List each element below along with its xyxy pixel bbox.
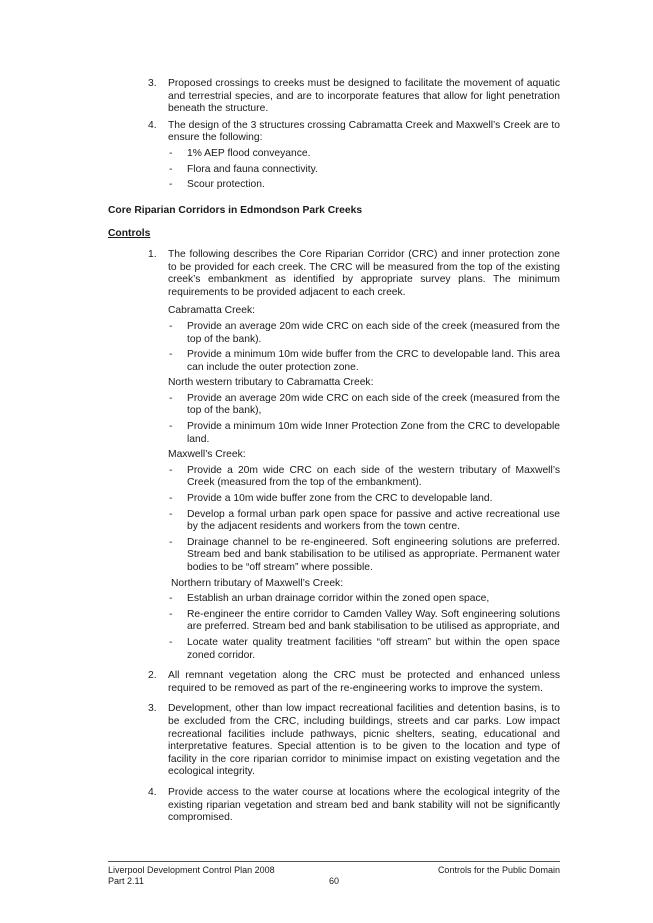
page-footer: [108, 861, 560, 887]
creek-bullet: - Provide a 20m wide CRC on each side of the western tributary of Maxwell’s Creek (measured from the top of the embankment).: [169, 464, 560, 489]
list-number: 3.: [148, 703, 157, 715]
intro-bullet: - Scour protection.: [169, 179, 265, 191]
control-item-4: [108, 787, 560, 825]
bullet-text: Develop a formal urban park open space for passive and active recreational use by the adjacent residents and workers from the town centre.: [187, 508, 560, 533]
bullet-text: Provide an average 20m wide CRC on each side of the creek (measured from the top of the bank),: [187, 392, 560, 417]
list-text: The design of the 3 structures crossing Cabramatta Creek and Maxwell’s Creek are to ensure the following:: [168, 119, 560, 144]
list-number: 4.: [148, 786, 157, 798]
creek-label-northern: Northern tributary of Maxwell’s Creek:: [171, 577, 344, 589]
list-text: All remnant vegetation along the CRC must be protected and enhanced unless required to be removed as part of the re-engineering works to improve the system.: [168, 670, 560, 694]
control-item-3: [108, 703, 560, 779]
section-heading: Core Riparian Corridors in Edmondson Park Creeks: [108, 204, 363, 216]
bullet-text: Provide a 20m wide CRC on each side of the western tributary of Maxwell’s Creek (measured from the top of the embankment).: [187, 464, 560, 489]
footer-section-title: Controls for the Public Domain: [437, 865, 560, 875]
creek-label-north-western: North western tributary to Cabramatta Creek:: [168, 377, 374, 389]
bullet-text: 1% AEP flood conveyance.: [187, 147, 311, 159]
creek-bullet: - Locate water quality treatment facilities “off stream” but within the open space zoned corridor.: [169, 636, 560, 661]
intro-item-4: [108, 120, 560, 145]
controls-heading: Controls: [108, 228, 151, 240]
control-item-1: [108, 249, 560, 299]
list-text: Proposed crossings to creeks must be designed to facilitate the movement of aquatic and terrestrial species, and are to incorporate features that allow for light penetration beneath the structure.: [168, 78, 560, 115]
list-number: 3.: [148, 78, 157, 89]
creek-bullet: - Provide a minimum 10m wide buffer from the CRC to developable land. This area can include the outer protection zone.: [169, 349, 560, 373]
bullet-text: Locate water quality treatment facilities “off stream” but within the open space zoned corridor.: [187, 636, 560, 661]
intro-bullet: - 1% AEP flood conveyance.: [169, 147, 311, 159]
bullet-text: Establish an urban drainage corridor within the zoned open space,: [187, 593, 490, 605]
list-text: Provide access to the water course at locations where the ecological integrity of the existing riparian vegetation and stream bed and bank stability will not be significantly compromised.: [168, 786, 560, 824]
list-number: 1.: [148, 248, 157, 260]
creek-bullet: - Provide an average 20m wide CRC on each side of the creek (measured from the top of the bank),: [169, 392, 560, 417]
intro-bullet: - Flora and fauna connectivity.: [169, 163, 318, 175]
creek-bullet: - Re-engineer the entire corridor to Camden Valley Way. Soft engineering solutions are preferred. Stream bed and bank stabilisation to be utilised as appropriate, and: [169, 608, 560, 633]
page-number: 60: [328, 876, 339, 886]
bullet-text: Drainage channel to be re-engineered. Soft engineering solutions are preferred. Stream bed and bank stabilisation to be utilised as appropriate. Permanent water bodies to be “off stream” where possible.: [187, 536, 560, 573]
control-item-2: [108, 670, 560, 695]
list-text: The following describes the Core Riparian Corridor (CRC) and inner protection zone to be provided for each creek. The CRC will be measured from the top of the existing creek’s embankment as identified by appropriate survey plans. The minimum requirements to be provided adjacent to each creek.: [168, 248, 560, 298]
list-text: Development, other than low impact recreational facilities and detention basins, is to be excluded from the CRC, including buildings, streets and car parks. Low impact recreational facilities include pathways, picnic shelters, seating, educational and interpretative features. Special attention is to be given to the location and type of facility in the core riparian corridor to minimise impact on existing vegetation and the ecological integrity.: [168, 703, 560, 778]
creek-label-cabramatta: Cabramatta Creek:: [168, 305, 255, 317]
creek-bullet: - Provide an average 20m wide CRC on each side of the creek (measured from the top of the bank).: [169, 320, 560, 345]
intro-item-3: [108, 78, 560, 116]
bullet-text: Flora and fauna connectivity.: [187, 163, 318, 175]
list-number: 4.: [148, 119, 157, 131]
footer-document-title: Liverpool Development Control Plan 2008: [108, 865, 275, 875]
bullet-text: Re-engineer the entire corridor to Camden Valley Way. Soft engineering solutions are preferred. Stream bed and bank stabilisation to be utilised as appropriate, and: [187, 608, 560, 633]
creek-bullet: - Drainage channel to be re-engineered. Soft engineering solutions are preferred. Stream bed and bank stabilisation to be utilised as appropriate. Permanent water bodies to be “off stream” where possible.: [169, 536, 560, 573]
bullet-text: Provide a minimum 10m wide Inner Protection Zone from the CRC to developable land.: [187, 421, 560, 445]
page-body: [108, 78, 560, 825]
footer-part: Part 2.11: [108, 876, 144, 886]
list-number: 2.: [148, 670, 157, 682]
bullet-text: Provide an average 20m wide CRC on each side of the creek (measured from the top of the bank).: [187, 320, 560, 345]
bullet-text: Provide a 10m wide buffer zone from the CRC to developable land.: [187, 493, 493, 505]
creek-bullet: - Establish an urban drainage corridor within the zoned open space,: [169, 593, 490, 605]
bullet-text: Scour protection.: [187, 179, 265, 191]
creek-label-maxwells: Maxwell’s Creek:: [168, 449, 246, 461]
creek-bullet: - Develop a formal urban park open space for passive and active recreational use by the adjacent residents and workers from the town centre.: [169, 508, 560, 533]
creek-bullet: - Provide a 10m wide buffer zone from the CRC to developable land.: [169, 493, 493, 505]
bullet-text: Provide a minimum 10m wide buffer from the CRC to developable land. This area can include the outer protection zone.: [187, 349, 560, 373]
creek-bullet: - Provide a minimum 10m wide Inner Protection Zone from the CRC to developable land.: [169, 421, 560, 445]
